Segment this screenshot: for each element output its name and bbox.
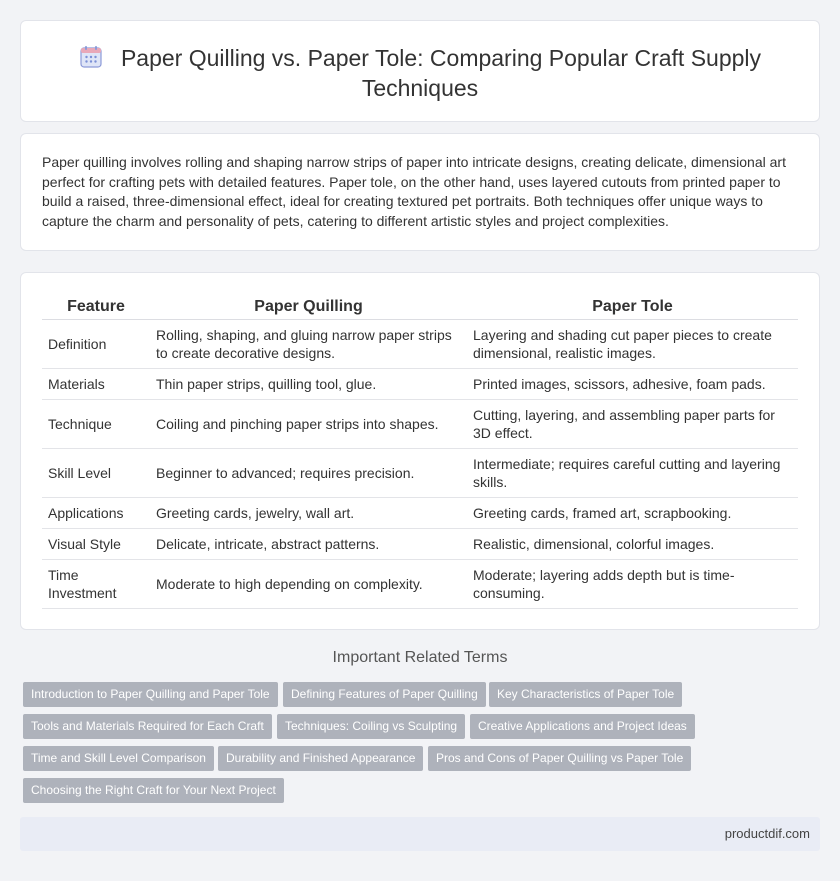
tole-cell: Moderate; layering adds depth but is time-consuming.	[467, 559, 798, 608]
header-paper-tole: Paper Tole	[467, 295, 798, 319]
feature-cell: Applications	[42, 497, 150, 528]
calendar-icon	[79, 45, 103, 69]
tole-cell: Printed images, scissors, adhesive, foam pads.	[467, 368, 798, 399]
table-header-row	[42, 295, 798, 319]
quilling-cell: Moderate to high depending on complexity.	[150, 559, 467, 608]
header-feature: Feature	[42, 295, 150, 319]
table-row	[42, 368, 798, 399]
footer-brand[interactable]: productdif.com	[724, 826, 810, 841]
quilling-cell: Rolling, shaping, and gluing narrow paper strips to create decorative designs.	[150, 319, 467, 368]
feature-cell: Technique	[42, 399, 150, 448]
related-term-tag[interactable]: Tools and Materials Required for Each Craft	[23, 714, 272, 739]
table-row	[42, 497, 798, 528]
footer	[20, 817, 820, 851]
feature-cell: Time Investment	[42, 559, 150, 608]
table-row	[42, 528, 798, 559]
related-term-tag[interactable]: Pros and Cons of Paper Quilling vs Paper Tole	[428, 746, 691, 771]
feature-cell: Materials	[42, 368, 150, 399]
tole-cell: Intermediate; requires careful cutting and layering skills.	[467, 448, 798, 497]
page-title	[61, 43, 779, 103]
table-row	[42, 319, 798, 368]
comparison-table	[42, 295, 798, 609]
related-term-tag[interactable]: Time and Skill Level Comparison	[23, 746, 214, 771]
title-wrap	[21, 43, 819, 103]
tole-cell: Cutting, layering, and assembling paper parts for 3D effect.	[467, 399, 798, 448]
related-term-tag[interactable]: Durability and Finished Appearance	[218, 746, 423, 771]
tole-cell: Layering and shading cut paper pieces to create dimensional, realistic images.	[467, 319, 798, 368]
table-row	[42, 559, 798, 608]
table-row	[42, 399, 798, 448]
related-term-tag[interactable]: Techniques: Coiling vs Sculpting	[277, 714, 465, 739]
header-paper-quilling: Paper Quilling	[150, 295, 467, 319]
feature-cell: Visual Style	[42, 528, 150, 559]
tole-cell: Realistic, dimensional, colorful images.	[467, 528, 798, 559]
comparison-card	[20, 272, 820, 630]
feature-cell: Skill Level	[42, 448, 150, 497]
related-term-tag[interactable]: Defining Features of Paper Quilling	[283, 682, 486, 707]
related-term-tag[interactable]: Key Characteristics of Paper Tole	[489, 682, 682, 707]
related-term-tag[interactable]: Introduction to Paper Quilling and Paper Tole	[23, 682, 278, 707]
table-row	[42, 448, 798, 497]
quilling-cell: Delicate, intricate, abstract patterns.	[150, 528, 467, 559]
quilling-cell: Thin paper strips, quilling tool, glue.	[150, 368, 467, 399]
intro-card	[20, 133, 820, 251]
related-term-tag[interactable]: Creative Applications and Project Ideas	[470, 714, 695, 739]
intro-paragraph: Paper quilling involves rolling and shaping narrow strips of paper into intricate designs, creating delicate, dimensional art perfect for crafting pets with detailed features. Paper tole, on the other hand, uses layered cutouts from printed paper to build a raised, three-dimensional effect, ideal for creating textured pet portraits. Both techniques offer unique ways to capture the charm and personality of pets, catering to different artistic styles and project complexities.	[42, 154, 786, 229]
tole-cell: Greeting cards, framed art, scrapbooking.	[467, 497, 798, 528]
feature-cell: Definition	[42, 319, 150, 368]
quilling-cell: Greeting cards, jewelry, wall art.	[150, 497, 467, 528]
header-card	[20, 20, 820, 122]
page-title-text: Paper Quilling vs. Paper Tole: Comparing Popular Craft Supply Techniques	[120, 45, 762, 101]
related-term-tag[interactable]: Choosing the Right Craft for Your Next Project	[23, 778, 284, 803]
quilling-cell: Beginner to advanced; requires precision.	[150, 448, 467, 497]
quilling-cell: Coiling and pinching paper strips into shapes.	[150, 399, 467, 448]
related-terms-title: Important Related Terms	[332, 649, 508, 666]
